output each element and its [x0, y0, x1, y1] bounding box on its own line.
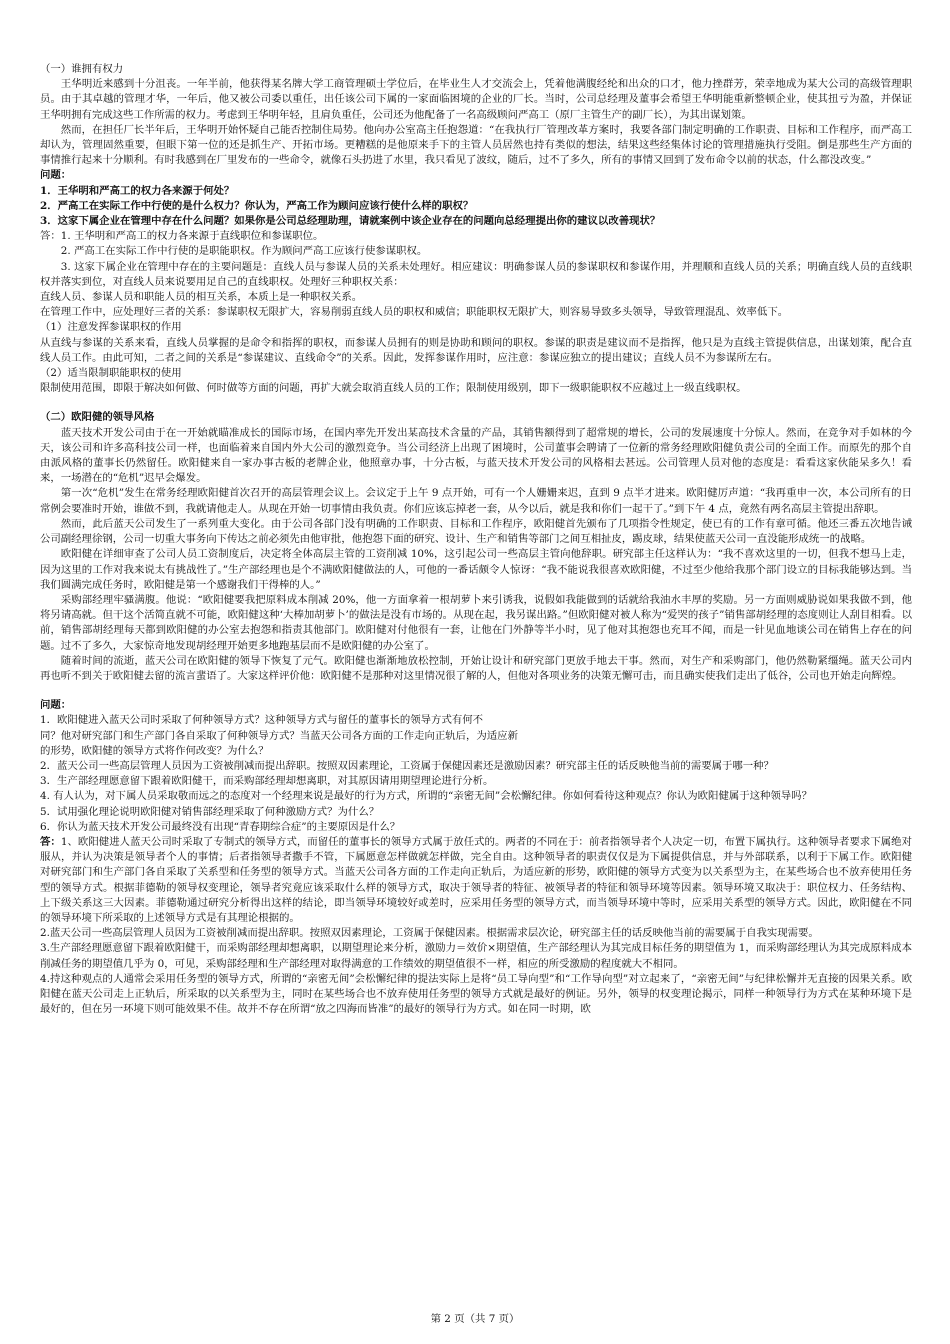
section2-paragraph: 随着时间的流逝，蓝天公司在欧阳健的领导下恢复了元气。欧阳健也渐渐地放松控制，开始让设计和研究部门更放手地去干事。然而，对生产和采购部门，他仍然勒紧缰绳。蓝天公司内再也听不到关于欧阳健去留的流言蜚语了。大家这样评价他：欧阳健不是那种对这里情况很了解的人，但他对各项业务的决策无懈可击，而且确实使我们走出了低谷，公司也开始走向辉煌。 [40, 654, 912, 682]
section1-answer: 限制使用范围，即限于解决如何做、何时做等方面的问题，再扩大就会取消直线人员的工作；限制使用级别，即下一级职能职权不应越过上一级直线职权。 [40, 382, 747, 395]
section-gap [40, 684, 912, 698]
section2-answer: 3.生产部经理愿意留下跟着欧阳健干，而采购部经理却想离职，以期望理论来分析，激励力＝效价×期望值，生产部经理认为其完成目标任务的期望值为 1，而采购部经理认为其完成原料成本削减任务的期望值几乎为 0，可见，采购部经理和生产部经理对取得满意的工作绩效的期望值很不一样，相应的所受激励的程度就大不相同。 [40, 942, 912, 970]
section1-question: 3．这家下属企业在管理中存在什么问题？如果你是公司总经理助理，请就案例中该企业存在的问题向总经理提出你的建议以改善现状？ [40, 215, 661, 228]
section2-answer: 4.持这种观点的人通常会采用任务型的领导方式，所谓的“亲密无间”会松懈纪律的提法实际上是将“员工导向型”和“工作导向型”对立起来了，“亲密无间”与纪律松懈并无直接的因果关系。欧阳健在蓝天公司走上正轨后，所采取的以关系型为主，同时在某些场合也不放弃使用任务型的领导方式就是最好的例证。另外，领导的权变理论揭示，同样一种领导行为方式在某种环境下是最好的，但在另一环境下则可能效果不佳。故并不存在所谓“放之四海而皆准”的最好的领导行为方式。如在同一时期，欧 [40, 972, 912, 1016]
section1-question: 1．王华明和严高工的权力各来源于何处？ [40, 184, 235, 197]
section1-answer: （2）适当限制职能职权的使用 [40, 367, 182, 380]
section2-paragraph: 然而，此后蓝天公司发生了一系列重大变化。由于公司各部门没有明确的工作职责、目标和工作程序，欧阳健首先颁布了几项指令性规定，使已有的工作有章可循。他还三番五次地告诫公司副经理徐钢，公司一切重大事务向下传达之前必须先由他审批，他抱怨下面的研究、设计、生产和销售等部门之间互相扯皮，踢皮球，结果使蓝天公司一直没能形成统一的战略。 [40, 517, 912, 546]
section1-answer: 2. 严高工在实际工作中行使的是职能职权。作为顾问严高工应该行使参谋职权。 [60, 245, 428, 258]
section1-title: （一）谁拥有权力 [40, 63, 124, 75]
section2-paragraph: 欧阳健在详细审查了公司人员工资制度后，决定将全体高层主管的工资削减 10%，这引起公司一些高层主管向他辞职。研究部主任这样认为：“我不喜欢这里的一切，但我不想马上走，因为这里的工作对我来说太有挑战性了。”生产部经理也是个不满欧阳健做法的人，可他的一番话颇令人惊讶：“我不能说我很喜欢欧阳健，不过至少他给我那个部门设立的目标我能够达到。当我们圆满完成任务时，欧阳健是第一个感谢我们干得棒的人。” [40, 548, 912, 591]
section2-paragraph: 采购部经理牢骚满腹。他说：“欧阳健要我把原料成本削减 20%，他一方面拿着一根胡萝卜来引诱我，说假如我能做到的话就给我油水丰厚的奖励。另一方面则威胁说如果我做不到，他将另请高就。但干这个活简直就不可能，欧阳健这种‘大棒加胡萝卜’的做法是没有市场的。从现在起，我另谋出路。”但欧阳健对被人称为“爱哭的孩子”销售部胡经理的态度则让人刮目相看。以前，销售部胡经理每天都到欧阳健的办公室去抱怨和指责其他部门。欧阳健对付他很有一套，让他在门外静等半小时，见了他对其抱怨也充耳不闻，而是一针见血地谈公司在销售上存在的问题。过不了多久，大家惊奇地发现胡经理开始更多地跑基层而不是欧阳健的办公室了。 [40, 593, 912, 652]
document-page [40, 62, 912, 1017]
section2-question: 1．欧阳健进入蓝天公司时采取了何种领导方式？这种领导方式与留任的董事长的领导方式有何不 [40, 714, 484, 727]
section2-question: 4. 有人认为，对下属人员采取敬而远之的态度对一个经理来说是最好的行为方式，所谓的“亲密无间”会松懈纪律。你如何看待这种观点？你认为欧阳健属于这种领导吗？ [40, 790, 812, 803]
section1-answer: 从直线与参谋的关系来看，直线人员掌握的是命令和指挥的职权，而参谋人员拥有的则是协助和顾问的职权。参谋的职责是建议而不是指挥，他只是为直线主管提供信息，出谋划策，配合直线人员工作。由此可知，二者之间的关系是“参谋建议、直线命令”的关系。因此，发挥参谋作用时，应注意：参谋应独立的提出建议；直线人员不为参谋所左右。 [40, 336, 912, 364]
page-footer: 第 2 页（共 7 页） [430, 1313, 520, 1325]
section1-answer: 3. 这家下属企业在管理中存在的主要问题是：直线人员与参谋人员的关系未处理好。相应建议：明确参谋人员的参谋职权和参谋作用，并理顺和直线人员的关系；明确直线人员的直线职权并落实到位，对直线人员来说要用足自己的直线职权。处理好三种职权关系： [40, 260, 912, 288]
section2-questions-label: 问题： [40, 699, 72, 712]
section2-answer-text: 1、欧阳健进人蓝天公司时采取了专制式的领导方式，而留任的董事长的领导方式属于放任式的。两者的不同在于：前者指领导者个人决定一切，布置下属执行。这种领导者要求下属绝对服从，并认为决策是领导者个人的事情；后者指领导者撒手不管，下属愿意怎样做就怎样做，完全自由。这种领导者的职责仅仅是为下属提供信息，并与外部联系，以利于下属工作。欧阳健对研究部门和生产部门各自采取了关系型和任务型的领导方式。当蓝天公司各方面的工作走向正轨后，为适应新的形势，欧阳健的领导方式变为以关系型为主，在某些场合也不放弃使用任务型的领导方式。根据菲德勒的领导权变理论，领导者究竟应该采取什么样的领导方式，取决于领导者的特征、被领导者的特征和领导环境等因素。领导环境又取决于：职位权力、任务结构、上下级关系这三大因素。菲德勒通过研究分析得出这样的结论，即当领导环境较好或差时，应采用任务型的领导方式，而当领导环境中等时，应采用关系型的领导方式。因此，欧阳健在不同的领导环境下所采取的上述领导方式是有其理论根据的。 [40, 835, 912, 924]
section1-answer: 直线人员、参谋人员和职能人员的相互关系，本质上是一种职权关系。 [40, 291, 363, 304]
section1-answer: 在管理工作中，应处理好三者的关系：参谋职权无限扩大，容易削弱直线人员的职权和威信；职能职权无限扩大，则容易导致多头领导，导致管理混乱、效率低下。 [40, 306, 789, 319]
section2-paragraph: 第一次“危机”发生在常务经理欧阳健首次召开的高层管理会议上。会议定于上午 9 点开始，可有一个人姗姗来迟，直到 9 点半才进来。欧阳健厉声道：“我再重申一次，本公司所有的日常例会要准时开始，谁做不到，我就请他走人。从现在开始一切事情由我负责。你们应该忘掉老一套，从今以后，就是我和你们一起干了。”到下午 4 点，竟然有两名高层主管提出辞职。 [40, 487, 912, 515]
section1-answer: 答：1. 王华明和严高工的权力各来源于直线职位和参谋职位。 [40, 230, 324, 243]
section1-question: 2．严高工在实际工作中行使的是什么权力？你认为，严高工作为顾问应该行使什么样的职权？ [40, 199, 474, 212]
section1-questions-label: 问题： [40, 169, 72, 182]
section1-answer: （1）注意发挥参谋职权的作用 [40, 321, 182, 334]
section-gap [40, 396, 912, 410]
section2-paragraph: 蓝天技术开发公司由于在一开始就瞄准成长的国际市场，在国内率先开发出某高技术含量的产品，其销售额得到了超常规的增长，公司的发展速度十分惊人。然而，在竞争对手如林的今天，该公司和许多高科技公司一样，也面临着来自国内外大公司的激烈竞争。当公司经济上出现了困境时，公司董事会聘请了一位新的常务经理欧阳健负责公司的全面工作。而原先的那个自由派风格的董事长仍然留任。欧阳健来自一家办事古板的老牌企业，他照章办事，十分古板，与蓝天技术开发公司的风格相去甚远。公司管理人员对他的态度是：看看这家伙能呆多久！看来，一场潜在的“危机”迟早会爆发。 [40, 426, 912, 485]
section2-question: 6．你认为蓝天技术开发公司最终没有出现“青春期综合症”的主要原因是什么？ [40, 820, 401, 833]
section2-title: （二）欧阳健的领导风格 [40, 411, 155, 424]
section2-question: 同？他对研究部门和生产部门各自采取了何种领导方式？当蓝天公司各方面的工作走向正轨后，为适应新 [40, 729, 518, 742]
section2-answer: 2.蓝天公司一些高层管理人员因为工资被削减而提出辞职。按照双因素理论，工资属于保健因素。根据需求层次论，研究部主任的话反映他当前的需要属于自我实现需要。 [40, 927, 819, 940]
section1-paragraph: 王华明近来感到十分沮丧。一年半前，他获得某名牌大学工商管理硕士学位后，在毕业生人才交流会上，凭着他满腹经纶和出众的口才，他力挫群芳，荣幸地成为某大公司的高级管理职员。由于其卓越的管理才华，一年后，他又被公司委以重任，出任该公司下属的一家面临困境的企业的厂长。当时，公司总经理及董事会希望王华明能重新整顿企业，使其扭亏为盈，并保证王华明拥有完成这些工作所需的权力。考虑到王华明年轻，且肩负重任，公司还为他配备了一名高级顾问严高工（原厂主管生产的副厂长），为其出谋划策。 [40, 78, 912, 121]
section2-answer [40, 835, 912, 926]
section1-paragraph: 然而，在担任厂长半年后，王华明开始怀疑自己能否控制住局势。他向办公室高主任抱怨道：“在我执行厂管理改革方案时，我要各部门制定明确的工作职责、目标和工作程序，而严高工却认为，管理固然重要，但眼下第一位的还是抓生产、开拓市场。更糟糕的是他原来手下的主管人员居然也持有类似的想法，结果这些经集体讨论的管理措施执行受阻。倒是那些生产方面的事情推行起来十分顺利。有时我感到在厂里发布的一些命令，就像石头扔进了水里，我只看见了波纹，随后，过不了多久，所有的事情又回到了发布命令以前的状态，什么都没改变。” [40, 123, 912, 167]
section2-answer-label: 答： [40, 835, 61, 848]
section2-question: 5．试用强化理论说明欧阳健对销售部经理采取了何种激励方式？为什么？ [40, 805, 380, 818]
section2-question: 2．蓝天公司一些高层管理人员因为工资被削减而提出辞职。按照双因素理论，工资属于保健因素还是激励因素？研究部主任的话反映他当前的需要属于哪一种？ [40, 759, 774, 772]
section2-question: 的形势，欧阳健的领导方式将作何改变？为什么？ [40, 744, 269, 757]
section2-question: 3．生产部经理愿意留下跟着欧阳健干，而采购部经理却想离职，对其原因请用期望理论进行分析。 [40, 775, 494, 788]
